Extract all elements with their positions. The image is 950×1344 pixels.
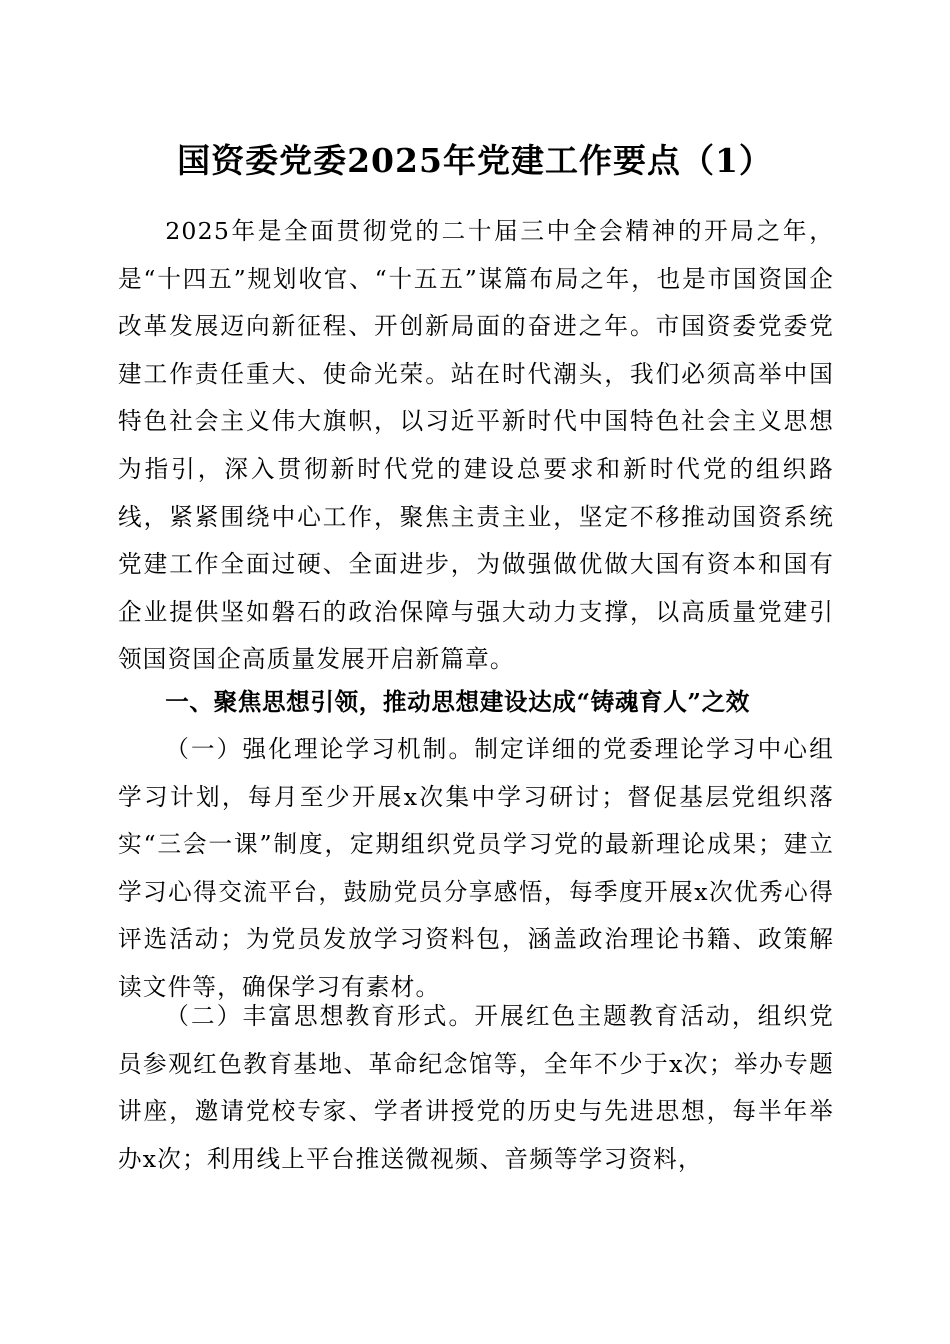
item-lead-2: （二）丰富思想教育形式。: [165, 1002, 475, 1030]
item-paragraph-1: [118, 726, 834, 1012]
item-lead-1: （一）强化理论学习机制。: [165, 735, 475, 763]
document-title: 国资委党委2025年党建工作要点（1）: [177, 141, 773, 180]
item-body-1: 制定详细的党委理论学习中心组学习计划，每月至少开展x次集中学习研讨；督促基层党组织落实“三会一课”制度，定期组织党员学习党的最新理论成果；建立学习心得交流平台，鼓励党员分享感悟，每季度开展x次优秀心得评选活动；为党员发放学习资料包，涵盖政治理论书籍、政策解读文件等，确保学习有素材。: [118, 735, 834, 1001]
item-body-2: 开展红色主题教育活动，组织党员参观红色教育基地、革命纪念馆等，全年不少于x次；举办专题讲座，邀请党校专家、学者讲授党的历史与先进思想，每半年举办x次；利用线上平台推送微视频、音频等学习资料，: [118, 1002, 834, 1173]
intro-paragraph: 2025年是全面贯彻党的二十届三中全会精神的开局之年，是“十四五”规划收官、“十五五”谋篇布局之年，也是市国资国企改革发展迈向新征程、开创新局面的奋进之年。市国资委党委党建工作责任重大、使命光荣。站在时代潮头，我们必须高举中国特色社会主义伟大旗帜，以习近平新时代中国特色社会主义思想为指引，深入贯彻新时代党的建设总要求和新时代党的组织路线，紧紧围绕中心工作，聚焦主责主业，坚定不移推动国资系统党建工作全面过硬、全面进步，为做强做优做大国有资本和国有企业提供坚如磐石的政治保障与强大动力支撑，以高质量党建引领国资国企高质量发展开启新篇章。: [118, 217, 834, 674]
item-paragraph-2: [118, 993, 834, 1183]
section-heading: 一、聚焦思想引领，推动思想建设达成“铸魂育人”之效: [165, 688, 750, 716]
